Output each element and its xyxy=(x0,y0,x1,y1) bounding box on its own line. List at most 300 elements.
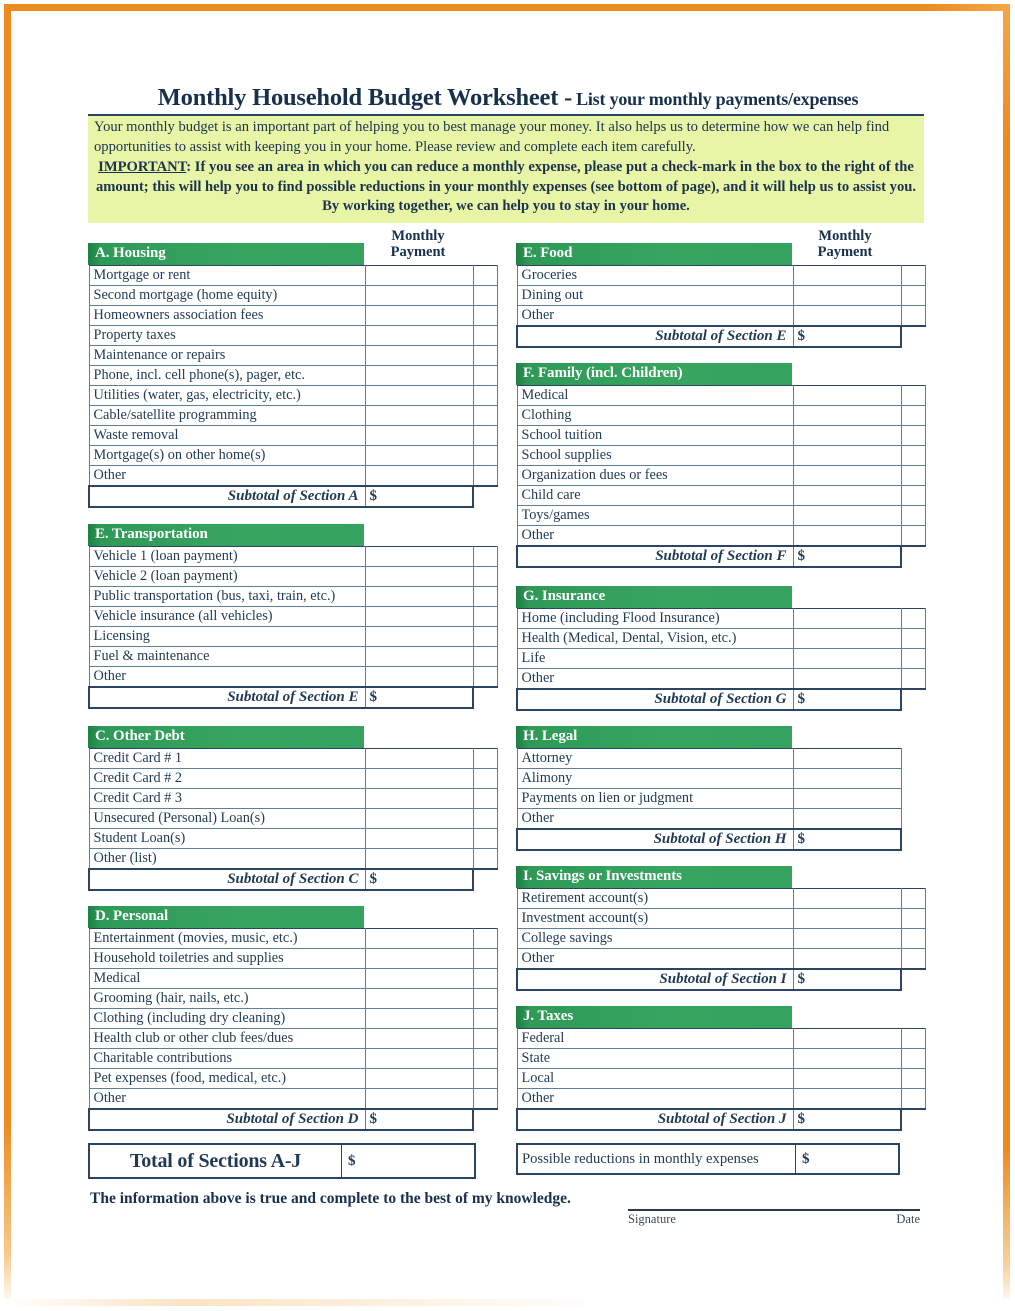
possible-reductions-box xyxy=(516,1143,900,1175)
reduction-checkbox[interactable] xyxy=(473,829,497,849)
expense-label: Licensing xyxy=(89,627,365,647)
reduction-checkbox[interactable] xyxy=(473,1049,497,1069)
amount-input[interactable] xyxy=(365,1029,473,1049)
section-housing xyxy=(88,243,498,508)
amount-input[interactable] xyxy=(793,506,901,526)
amount-input[interactable] xyxy=(365,446,473,466)
expense-label: Student Loan(s) xyxy=(89,829,365,849)
expense-label: Grooming (hair, nails, etc.) xyxy=(89,989,365,1009)
reduction-checkbox[interactable] xyxy=(473,1089,497,1109)
reduction-checkbox[interactable] xyxy=(473,1029,497,1049)
section-table-insurance xyxy=(516,608,926,711)
section-header-legal: H. Legal xyxy=(516,726,792,748)
expense-row xyxy=(517,446,925,466)
subtotal-spacer xyxy=(901,969,925,990)
amount-input[interactable] xyxy=(793,266,901,286)
page-border-right xyxy=(1003,4,1010,1306)
reduction-checkbox[interactable] xyxy=(473,406,497,426)
expense-row xyxy=(89,989,497,1009)
expense-row xyxy=(517,909,925,929)
reduction-checkbox[interactable] xyxy=(473,607,497,627)
reduction-checkbox[interactable] xyxy=(901,629,925,649)
amount-input[interactable] xyxy=(793,406,901,426)
amount-input[interactable] xyxy=(793,1089,901,1109)
subtotal-row xyxy=(517,326,925,347)
grand-total-input[interactable]: $ xyxy=(348,1152,356,1169)
subtotal-label: Subtotal of Section D xyxy=(89,1109,365,1130)
reduction-checkbox[interactable] xyxy=(901,909,925,929)
amount-input[interactable] xyxy=(365,1069,473,1089)
expense-row xyxy=(89,406,497,426)
reduction-checkbox[interactable] xyxy=(901,386,925,406)
expense-row xyxy=(517,649,925,669)
subtotal-input[interactable]: $ xyxy=(793,546,901,567)
amount-input[interactable] xyxy=(365,749,473,769)
reduction-checkbox[interactable] xyxy=(901,889,925,909)
amount-input[interactable] xyxy=(365,386,473,406)
amount-input[interactable] xyxy=(793,466,901,486)
expense-row xyxy=(89,426,497,446)
possible-reductions-input[interactable]: $ xyxy=(802,1150,810,1167)
amount-input[interactable] xyxy=(793,629,901,649)
expense-row xyxy=(517,889,925,909)
expense-label: Second mortgage (home equity) xyxy=(89,286,365,306)
section-table-legal xyxy=(516,748,902,851)
section-header-housing: A. Housing xyxy=(88,243,364,265)
amount-input[interactable] xyxy=(793,769,901,789)
amount-input[interactable] xyxy=(365,346,473,366)
reduction-checkbox[interactable] xyxy=(901,609,925,629)
subtotal-spacer xyxy=(901,1109,925,1130)
attestation-text: The information above is true and complete to the best of my knowledge. xyxy=(90,1190,571,1207)
possible-reductions-label: Possible reductions in monthly expenses xyxy=(518,1145,796,1173)
subtotal-input[interactable]: $ xyxy=(365,869,473,890)
section-table-housing xyxy=(88,265,498,508)
reduction-checkbox[interactable] xyxy=(473,789,497,809)
expense-label: Mortgage or rent xyxy=(89,266,365,286)
expense-label: Other xyxy=(517,526,793,546)
expense-label: Cable/satellite programming xyxy=(89,406,365,426)
expense-row xyxy=(89,366,497,386)
expense-label: Health (Medical, Dental, Vision, etc.) xyxy=(517,629,793,649)
subtotal-label: Subtotal of Section I xyxy=(517,969,793,990)
expense-label: Fuel & maintenance xyxy=(89,647,365,667)
expense-row xyxy=(517,286,925,306)
expense-row xyxy=(89,346,497,366)
amount-input[interactable] xyxy=(365,306,473,326)
expense-row xyxy=(517,406,925,426)
subtotal-spacer xyxy=(901,689,925,710)
expense-row xyxy=(89,969,497,989)
expense-label: Other xyxy=(517,669,793,689)
expense-row xyxy=(89,286,497,306)
expense-label: Vehicle 2 (loan payment) xyxy=(89,567,365,587)
section-header-other-debt: C. Other Debt xyxy=(88,726,364,748)
subtotal-label: Subtotal of Section C xyxy=(89,869,365,890)
reduction-checkbox[interactable] xyxy=(473,567,497,587)
reduction-checkbox[interactable] xyxy=(901,1069,925,1089)
reduction-checkbox[interactable] xyxy=(473,627,497,647)
subtotal-row xyxy=(517,689,925,710)
section-header-family: F. Family (incl. Children) xyxy=(516,363,792,385)
expense-label: Credit Card # 2 xyxy=(89,769,365,789)
reduction-checkbox[interactable] xyxy=(901,506,925,526)
amount-input[interactable] xyxy=(365,989,473,1009)
reduction-checkbox[interactable] xyxy=(901,486,925,506)
page-title-subtitle: List your monthly payments/expenses xyxy=(576,89,859,109)
amount-input[interactable] xyxy=(793,1069,901,1089)
reduction-checkbox[interactable] xyxy=(901,929,925,949)
expense-row xyxy=(89,306,497,326)
reduction-checkbox[interactable] xyxy=(473,286,497,306)
grand-total-label: Total of Sections A-J xyxy=(90,1145,342,1177)
signature-label: Signature xyxy=(628,1212,676,1226)
amount-input[interactable] xyxy=(365,366,473,386)
amount-input[interactable] xyxy=(793,929,901,949)
expense-row xyxy=(89,1069,497,1089)
expense-label: Home (including Flood Insurance) xyxy=(517,609,793,629)
expense-label: Life xyxy=(517,649,793,669)
important-label: IMPORTANT xyxy=(98,159,187,175)
reduction-checkbox[interactable] xyxy=(901,949,925,969)
amount-input[interactable] xyxy=(793,1049,901,1069)
amount-input[interactable] xyxy=(365,789,473,809)
expense-row xyxy=(89,929,497,949)
section-family xyxy=(516,363,926,568)
amount-input[interactable] xyxy=(365,667,473,687)
expense-row xyxy=(517,769,901,789)
subtotal-input[interactable]: $ xyxy=(365,687,473,708)
expense-row xyxy=(517,266,925,286)
expense-row xyxy=(517,1089,925,1109)
subtotal-label: Subtotal of Section E xyxy=(517,326,793,347)
amount-input[interactable] xyxy=(793,446,901,466)
expense-label: Other (list) xyxy=(89,849,365,869)
expense-label: Credit Card # 1 xyxy=(89,749,365,769)
signature-line[interactable] xyxy=(628,1209,920,1211)
amount-input[interactable] xyxy=(365,627,473,647)
reduction-checkbox[interactable] xyxy=(473,587,497,607)
amount-input[interactable] xyxy=(793,286,901,306)
expense-label: Waste removal xyxy=(89,426,365,446)
expense-label: Utilities (water, gas, electricity, etc.) xyxy=(89,386,365,406)
section-table-personal xyxy=(88,928,498,1131)
reduction-checkbox[interactable] xyxy=(473,466,497,486)
subtotal-spacer xyxy=(901,326,925,347)
subtotal-row xyxy=(517,829,901,850)
reduction-checkbox[interactable] xyxy=(473,1069,497,1089)
amount-input[interactable] xyxy=(365,426,473,446)
expense-label: Public transportation (bus, taxi, train, etc.) xyxy=(89,587,365,607)
subtotal-row xyxy=(517,969,925,990)
expense-label: Dining out xyxy=(517,286,793,306)
expense-label: Other xyxy=(517,809,793,829)
reduction-checkbox[interactable] xyxy=(901,286,925,306)
subtotal-input[interactable]: $ xyxy=(793,1109,901,1130)
reduction-checkbox[interactable] xyxy=(473,989,497,1009)
reduction-checkbox[interactable] xyxy=(901,649,925,669)
expense-label: Attorney xyxy=(517,749,793,769)
monthly-payment-header-left-line2: Payment xyxy=(390,244,446,260)
expense-row xyxy=(89,1009,497,1029)
reduction-checkbox[interactable] xyxy=(473,849,497,869)
expense-label: Payments on lien or judgment xyxy=(517,789,793,809)
subtotal-label: Subtotal of Section J xyxy=(517,1109,793,1130)
section-table-savings xyxy=(516,888,926,991)
amount-input[interactable] xyxy=(365,929,473,949)
section-transportation xyxy=(88,524,498,709)
reduction-checkbox[interactable] xyxy=(473,547,497,567)
subtotal-input[interactable]: $ xyxy=(793,689,901,710)
important-text: : If you see an area in which you can reduce a monthly expense, please put a check-mark in the box to the right of the amount; this will help you to find possible reductions in your monthly expenses (see bottom of page), and it will help us to assist you. By working together, we can help you to stay in your home. xyxy=(95,159,917,214)
amount-input[interactable] xyxy=(365,849,473,869)
expense-label: Organization dues or fees xyxy=(517,466,793,486)
amount-input[interactable] xyxy=(365,587,473,607)
amount-input[interactable] xyxy=(793,649,901,669)
page-border-left xyxy=(4,4,11,1306)
section-table-taxes xyxy=(516,1028,926,1131)
expense-row xyxy=(517,526,925,546)
expense-row xyxy=(89,466,497,486)
expense-label: Other xyxy=(89,667,365,687)
expense-label: Child care xyxy=(517,486,793,506)
expense-row xyxy=(89,1049,497,1069)
amount-input[interactable] xyxy=(793,669,901,689)
amount-input[interactable] xyxy=(793,386,901,406)
expense-label: Groceries xyxy=(517,266,793,286)
reduction-checkbox[interactable] xyxy=(473,1009,497,1029)
reduction-checkbox[interactable] xyxy=(901,446,925,466)
reduction-checkbox[interactable] xyxy=(473,366,497,386)
amount-input[interactable] xyxy=(793,1029,901,1049)
section-other-debt xyxy=(88,726,498,891)
reduction-checkbox[interactable] xyxy=(473,969,497,989)
expense-row xyxy=(89,547,497,567)
reduction-checkbox[interactable] xyxy=(901,466,925,486)
expense-row xyxy=(517,486,925,506)
expense-row xyxy=(517,466,925,486)
section-taxes xyxy=(516,1006,926,1131)
reduction-checkbox[interactable] xyxy=(901,1049,925,1069)
amount-input[interactable] xyxy=(793,526,901,546)
amount-input[interactable] xyxy=(365,1049,473,1069)
amount-input[interactable] xyxy=(793,426,901,446)
expense-row xyxy=(517,1069,925,1089)
expense-row xyxy=(517,629,925,649)
reduction-checkbox[interactable] xyxy=(901,1089,925,1109)
subtotal-input[interactable]: $ xyxy=(793,969,901,990)
subtotal-spacer xyxy=(473,869,497,890)
expense-row xyxy=(517,809,901,829)
amount-input[interactable] xyxy=(793,909,901,929)
subtotal-input[interactable]: $ xyxy=(793,326,901,347)
expense-row xyxy=(89,667,497,687)
expense-row xyxy=(89,949,497,969)
amount-input[interactable] xyxy=(793,809,901,829)
reduction-checkbox[interactable] xyxy=(473,266,497,286)
amount-input[interactable] xyxy=(365,647,473,667)
expense-row xyxy=(517,749,901,769)
section-table-transportation xyxy=(88,546,498,709)
expense-label: Local xyxy=(517,1069,793,1089)
expense-label: Vehicle insurance (all vehicles) xyxy=(89,607,365,627)
intro-paragraph-1: Your monthly budget is an important part of helping you to best manage your money. It also helps us to determine how we can help find opportunities to assist with keeping you in your home. Please review and complete each item carefully. xyxy=(94,119,890,155)
reduction-checkbox[interactable] xyxy=(473,667,497,687)
expense-row xyxy=(517,506,925,526)
reduction-checkbox[interactable] xyxy=(473,426,497,446)
amount-input[interactable] xyxy=(793,486,901,506)
expense-label: Alimony xyxy=(517,769,793,789)
expense-label: Other xyxy=(517,306,793,326)
amount-input[interactable] xyxy=(793,306,901,326)
reduction-checkbox[interactable] xyxy=(473,647,497,667)
expense-label: Vehicle 1 (loan payment) xyxy=(89,547,365,567)
subtotal-row xyxy=(89,1109,497,1130)
subtotal-label: Subtotal of Section G xyxy=(517,689,793,710)
amount-input[interactable] xyxy=(365,949,473,969)
reduction-checkbox[interactable] xyxy=(473,446,497,466)
amount-input[interactable] xyxy=(793,609,901,629)
reduction-checkbox[interactable] xyxy=(473,326,497,346)
expense-label: Clothing (including dry cleaning) xyxy=(89,1009,365,1029)
section-insurance xyxy=(516,586,926,711)
expense-row xyxy=(517,669,925,689)
reduction-checkbox[interactable] xyxy=(901,526,925,546)
reduction-checkbox[interactable] xyxy=(473,929,497,949)
subtotal-input[interactable]: $ xyxy=(365,1109,473,1130)
expense-row xyxy=(89,627,497,647)
subtotal-spacer xyxy=(473,486,497,507)
section-personal xyxy=(88,906,498,1131)
amount-input[interactable] xyxy=(365,266,473,286)
reduction-checkbox[interactable] xyxy=(901,1029,925,1049)
expense-row xyxy=(517,929,925,949)
section-food xyxy=(516,243,926,348)
reduction-checkbox[interactable] xyxy=(901,266,925,286)
amount-input[interactable] xyxy=(365,466,473,486)
subtotal-spacer xyxy=(473,1109,497,1130)
expense-label: Mortgage(s) on other home(s) xyxy=(89,446,365,466)
expense-row xyxy=(89,567,497,587)
expense-row xyxy=(517,306,925,326)
amount-input[interactable] xyxy=(793,889,901,909)
amount-input[interactable] xyxy=(365,969,473,989)
expense-row xyxy=(89,789,497,809)
subtotal-label: Subtotal of Section A xyxy=(89,486,365,507)
monthly-payment-header-right-line2: Payment xyxy=(817,244,873,260)
amount-input[interactable] xyxy=(365,809,473,829)
subtotal-row xyxy=(517,1109,925,1130)
amount-input[interactable] xyxy=(365,829,473,849)
reduction-checkbox[interactable] xyxy=(901,306,925,326)
expense-row xyxy=(517,949,925,969)
intro-instructions-box xyxy=(88,114,924,223)
expense-row xyxy=(517,789,901,809)
subtotal-spacer xyxy=(473,687,497,708)
expense-label: Retirement account(s) xyxy=(517,889,793,909)
subtotal-label: Subtotal of Section F xyxy=(517,546,793,567)
section-savings xyxy=(516,866,926,991)
reduction-checkbox[interactable] xyxy=(473,386,497,406)
expense-label: Federal xyxy=(517,1029,793,1049)
expense-row xyxy=(89,749,497,769)
reduction-checkbox[interactable] xyxy=(473,949,497,969)
section-table-other-debt xyxy=(88,748,498,891)
reduction-checkbox[interactable] xyxy=(901,406,925,426)
grand-total-box xyxy=(88,1143,476,1179)
expense-label: Clothing xyxy=(517,406,793,426)
amount-input[interactable] xyxy=(365,1009,473,1029)
expense-label: Credit Card # 3 xyxy=(89,789,365,809)
expense-label: State xyxy=(517,1049,793,1069)
reduction-checkbox[interactable] xyxy=(473,346,497,366)
reduction-checkbox[interactable] xyxy=(473,809,497,829)
section-header-insurance: G. Insurance xyxy=(516,586,792,608)
expense-label: Maintenance or repairs xyxy=(89,346,365,366)
subtotal-input[interactable]: $ xyxy=(365,486,473,507)
amount-input[interactable] xyxy=(365,769,473,789)
expense-label: Charitable contributions xyxy=(89,1049,365,1069)
reduction-checkbox[interactable] xyxy=(473,306,497,326)
expense-label: Pet expenses (food, medical, etc.) xyxy=(89,1069,365,1089)
page-border-top xyxy=(4,4,1010,11)
reduction-checkbox[interactable] xyxy=(901,669,925,689)
expense-label: Health club or other club fees/dues xyxy=(89,1029,365,1049)
subtotal-input[interactable]: $ xyxy=(793,829,901,850)
section-table-food xyxy=(516,265,926,348)
expense-row xyxy=(89,1089,497,1109)
expense-label: Unsecured (Personal) Loan(s) xyxy=(89,809,365,829)
amount-input[interactable] xyxy=(365,406,473,426)
expense-label: College savings xyxy=(517,929,793,949)
expense-row xyxy=(89,769,497,789)
amount-input[interactable] xyxy=(793,789,901,809)
subtotal-row xyxy=(517,546,925,567)
section-header-food: E. Food xyxy=(516,243,792,265)
expense-label: Toys/games xyxy=(517,506,793,526)
amount-input[interactable] xyxy=(365,607,473,627)
amount-input[interactable] xyxy=(365,286,473,306)
amount-input[interactable] xyxy=(793,949,901,969)
expense-row xyxy=(89,647,497,667)
expense-row xyxy=(89,446,497,466)
expense-row xyxy=(89,809,497,829)
amount-input[interactable] xyxy=(365,1089,473,1109)
signature-date-labels xyxy=(628,1212,920,1227)
section-header-savings: I. Savings or Investments xyxy=(516,866,792,888)
amount-input[interactable] xyxy=(365,567,473,587)
expense-row xyxy=(517,1029,925,1049)
expense-row xyxy=(89,849,497,869)
amount-input[interactable] xyxy=(793,749,901,769)
amount-input[interactable] xyxy=(365,547,473,567)
subtotal-label: Subtotal of Section E xyxy=(89,687,365,708)
subtotal-label: Subtotal of Section H xyxy=(517,829,793,850)
section-header-transportation: E. Transportation xyxy=(88,524,364,546)
reduction-checkbox[interactable] xyxy=(473,769,497,789)
expense-label: Other xyxy=(517,949,793,969)
expense-label: Entertainment (movies, music, etc.) xyxy=(89,929,365,949)
reduction-checkbox[interactable] xyxy=(901,426,925,446)
expense-row xyxy=(89,386,497,406)
reduction-checkbox[interactable] xyxy=(473,749,497,769)
amount-input[interactable] xyxy=(365,326,473,346)
expense-label: Property taxes xyxy=(89,326,365,346)
expense-row xyxy=(89,266,497,286)
expense-label: Other xyxy=(89,466,365,486)
monthly-payment-header-right-line1: Monthly xyxy=(818,228,872,244)
expense-label: School supplies xyxy=(517,446,793,466)
